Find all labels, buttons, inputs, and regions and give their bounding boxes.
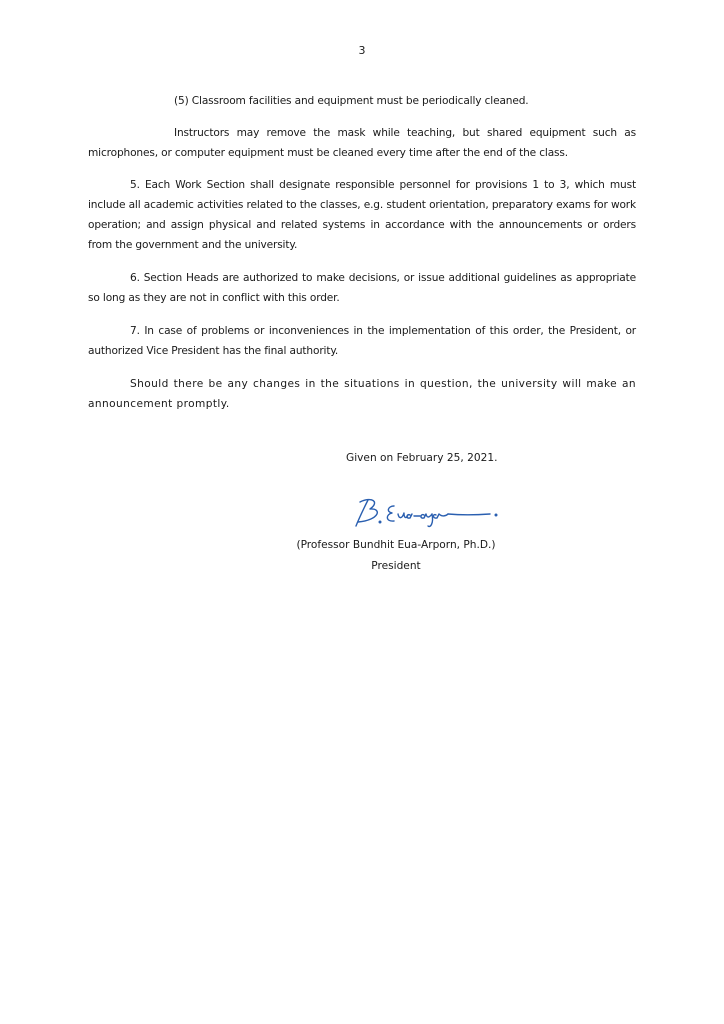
given-date: Given on February 25, 2021. (346, 452, 498, 464)
signature-image (350, 496, 500, 530)
page-number: 3 (358, 44, 366, 57)
paragraph-item-7: 7. In case of problems or inconveniences in the implementation of this order, the President, or authorized Vice President has the final authority. (88, 325, 636, 357)
signer-title: President (371, 560, 421, 572)
paragraph-item-5: 5. Each Work Section shall designate responsible personnel for provisions 1 to 3, which must include all academic activities related to the classes, e.g. student orientation, preparatory exams for work operation; and assign physical and related systems in accordance with the announcements or orders from the government and the university. (88, 179, 636, 251)
paragraph-changes-announcement: Should there be any changes in the situations in question, the university will make an announcement promptly. (88, 378, 636, 410)
paragraph-classroom-cleaning: (5) Classroom facilities and equipment must be periodically cleaned. (174, 95, 529, 107)
paragraph-item-6: 6. Section Heads are authorized to make decisions, or issue additional guidelines as appropriate so long as they are not in conflict with this order. (88, 272, 636, 304)
paragraph-instructors-mask: Instructors may remove the mask while teaching, but shared equipment such as microphones, or computer equipment must be cleaned every time after the end of the class. (88, 127, 636, 159)
signer-name: (Professor Bundhit Eua-Arporn, Ph.D.) (296, 539, 496, 551)
